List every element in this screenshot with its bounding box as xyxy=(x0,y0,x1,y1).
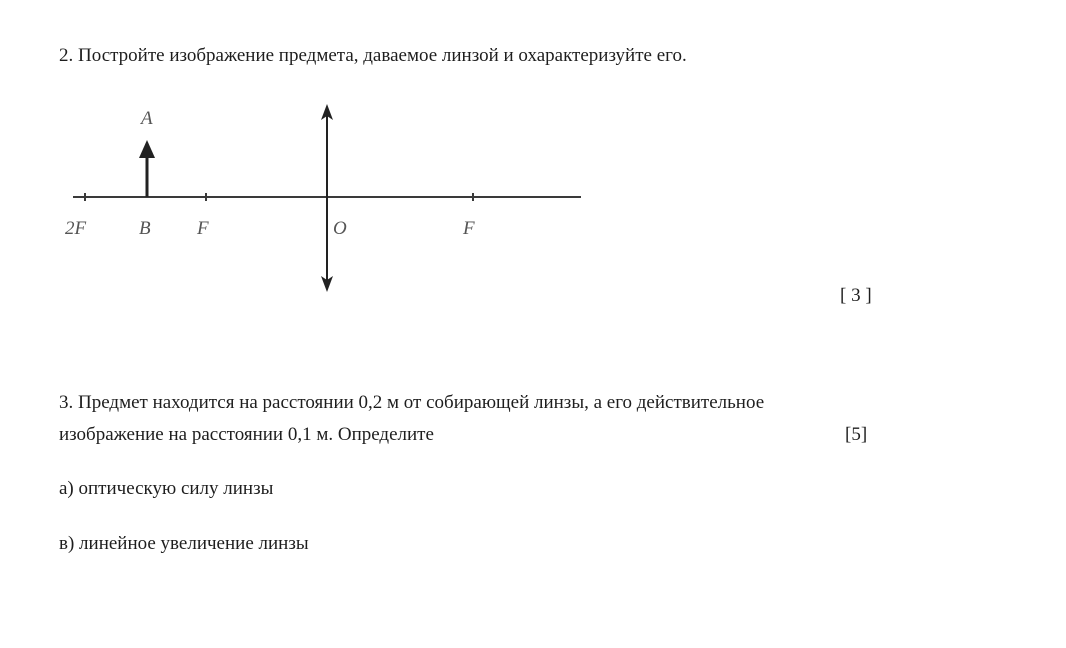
label-o: O xyxy=(333,218,347,239)
object-arrowhead xyxy=(139,140,155,158)
question-3-text-line2: изображение на расстоянии 0,1 м. Определите xyxy=(59,424,434,445)
question-2-text: 2. Постройте изображение предмета, даваемое линзой и охарактеризуйте его. xyxy=(59,45,687,66)
label-f-left: F xyxy=(197,218,209,239)
question-3-text-line1: 3. Предмет находится на расстоянии 0,2 м от собирающей линзы, а его действительное xyxy=(59,392,765,413)
label-b: B xyxy=(139,218,151,239)
question-3-item-b: в) линейное увеличение линзы xyxy=(59,533,309,554)
question-3-item-a: а) оптическую силу линзы xyxy=(59,478,274,499)
question-3-score: [5] xyxy=(845,424,868,445)
label-f-right: F xyxy=(463,218,475,239)
label-2f: 2F xyxy=(65,218,87,239)
label-a: A xyxy=(141,108,153,129)
question-2-score: [ 3 ] xyxy=(840,285,872,306)
lens-diagram xyxy=(55,90,610,305)
